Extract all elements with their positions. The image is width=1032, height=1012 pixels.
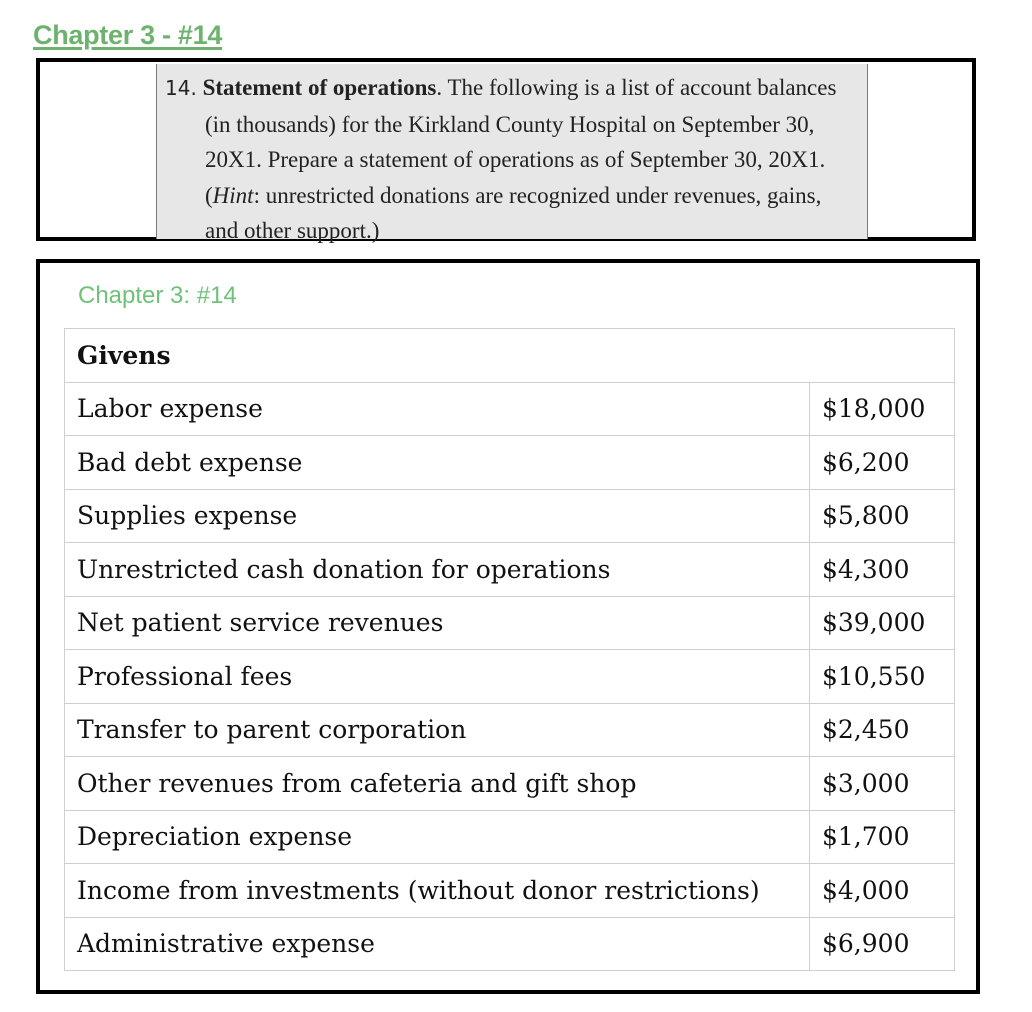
row-amount: $18,000 (810, 382, 955, 436)
row-label: Supplies expense (65, 489, 810, 543)
hint-label: Hint (212, 182, 254, 208)
row-amount: $5,800 (810, 489, 955, 543)
row-amount: $6,900 (810, 917, 955, 971)
row-label: Labor expense (65, 382, 810, 436)
problem-text-part1: . The following is a list of account balances (in thousands) for the Kirkland County Hospital on September 30, 20X1. Prepare a statement of operations as of September 30, 20X1. ( (205, 75, 837, 208)
row-amount: $4,000 (810, 864, 955, 918)
row-amount: $6,200 (810, 436, 955, 490)
givens-header: Givens (65, 329, 955, 383)
row-amount: $1,700 (810, 810, 955, 864)
row-label: Income from investments (without donor restrictions) (65, 864, 810, 918)
givens-card-title: Chapter 3: #14 (78, 282, 237, 309)
problem-text-part2: : unrestricted donations are recognized under revenues, gains, and other support.) (205, 182, 822, 243)
givens-table (64, 328, 955, 971)
chapter-link[interactable]: Chapter 3 - #14 (33, 20, 223, 50)
row-label: Bad debt expense (65, 436, 810, 490)
table-row (65, 436, 955, 490)
row-label: Transfer to parent corporation (65, 703, 810, 757)
row-label: Administrative expense (65, 917, 810, 971)
row-amount: $10,550 (810, 650, 955, 704)
givens-header-row (65, 329, 955, 383)
row-label: Depreciation expense (65, 810, 810, 864)
row-label: Net patient service revenues (65, 596, 810, 650)
row-label: Professional fees (65, 650, 810, 704)
problem-number: 14. (165, 76, 197, 100)
row-amount: $3,000 (810, 757, 955, 811)
problem-title: Statement of operations (202, 75, 437, 100)
problem-statement-box (36, 58, 976, 241)
row-amount: $39,000 (810, 596, 955, 650)
table-row (65, 917, 955, 971)
table-row (65, 596, 955, 650)
row-label: Other revenues from cafeteria and gift shop (65, 757, 810, 811)
givens-card (36, 259, 980, 994)
problem-statement-text (156, 64, 868, 243)
row-amount: $4,300 (810, 543, 955, 597)
table-row (65, 703, 955, 757)
table-row (65, 489, 955, 543)
table-row (65, 757, 955, 811)
table-row (65, 382, 955, 436)
table-row (65, 543, 955, 597)
table-row (65, 810, 955, 864)
table-row (65, 864, 955, 918)
table-row (65, 650, 955, 704)
row-amount: $2,450 (810, 703, 955, 757)
row-label: Unrestricted cash donation for operations (65, 543, 810, 597)
